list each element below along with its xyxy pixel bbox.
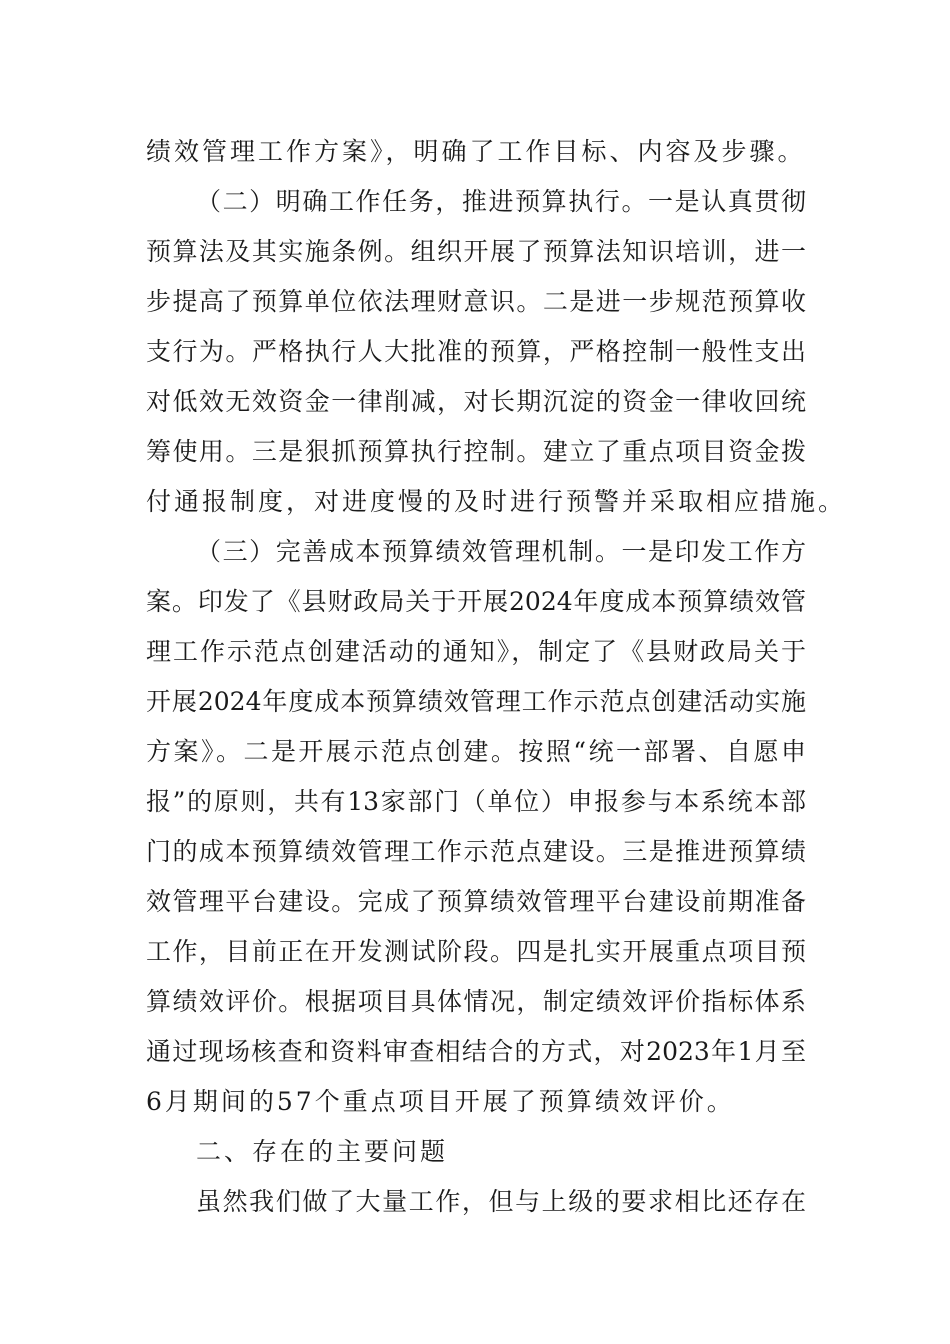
text-line: 虽然我们做了大量工作，但与上级的要求相比还存在 bbox=[196, 1187, 806, 1216]
text-line: 理工作示范点创建活动的通知》，制定了《县财政局关于 bbox=[146, 637, 806, 666]
text-line: 6月期间的57个重点项目开展了预算绩效评价。 bbox=[146, 1087, 735, 1116]
text-line: 方案》。二是开展示范点创建。按照“统一部署、自愿申 bbox=[146, 737, 806, 766]
text-line: 效管理平台建设。完成了预算绩效管理平台建设前期准备 bbox=[146, 887, 806, 916]
text-line: 筹使用。三是狠抓预算执行控制。建立了重点项目资金拨 bbox=[146, 437, 806, 466]
text-line: 绩效管理工作方案》，明确了工作目标、内容及步骤。 bbox=[146, 137, 806, 166]
text-line: 预算法及其实施条例。组织开展了预算法知识培训，进一 bbox=[146, 237, 806, 266]
text-line: 开展2024年度成本预算绩效管理工作示范点创建活动实施 bbox=[146, 687, 806, 716]
text-line: 付通报制度，对进度慢的及时进行预警并采取相应措施。 bbox=[146, 487, 847, 516]
text-line: （二）明确工作任务，推进预算执行。一是认真贯彻 bbox=[196, 187, 806, 216]
text-line: 案。印发了《县财政局关于开展2024年度成本预算绩效管 bbox=[146, 587, 806, 616]
text-line: 对低效无效资金一律削减，对长期沉淀的资金一律收回统 bbox=[146, 387, 806, 416]
text-line: 门的成本预算绩效管理工作示范点建设。三是推进预算绩 bbox=[146, 837, 806, 866]
text-line: （三）完善成本预算绩效管理机制。一是印发工作方 bbox=[196, 537, 806, 566]
section-heading: 二、存在的主要问题 bbox=[196, 1137, 449, 1166]
text-line: 工作，目前正在开发测试阶段。四是扎实开展重点项目预 bbox=[146, 937, 806, 966]
text-line: 步提高了预算单位依法理财意识。二是进一步规范预算收 bbox=[146, 287, 806, 316]
text-line: 支行为。严格执行人大批准的预算，严格控制一般性支出 bbox=[146, 337, 806, 366]
text-line: 通过现场核查和资料审查相结合的方式，对2023年1月至 bbox=[146, 1037, 806, 1066]
text-line: 报”的原则，共有13家部门（单位）申报参与本系统本部 bbox=[146, 787, 806, 816]
text-line: 算绩效评价。根据项目具体情况，制定绩效评价指标体系 bbox=[146, 987, 806, 1016]
